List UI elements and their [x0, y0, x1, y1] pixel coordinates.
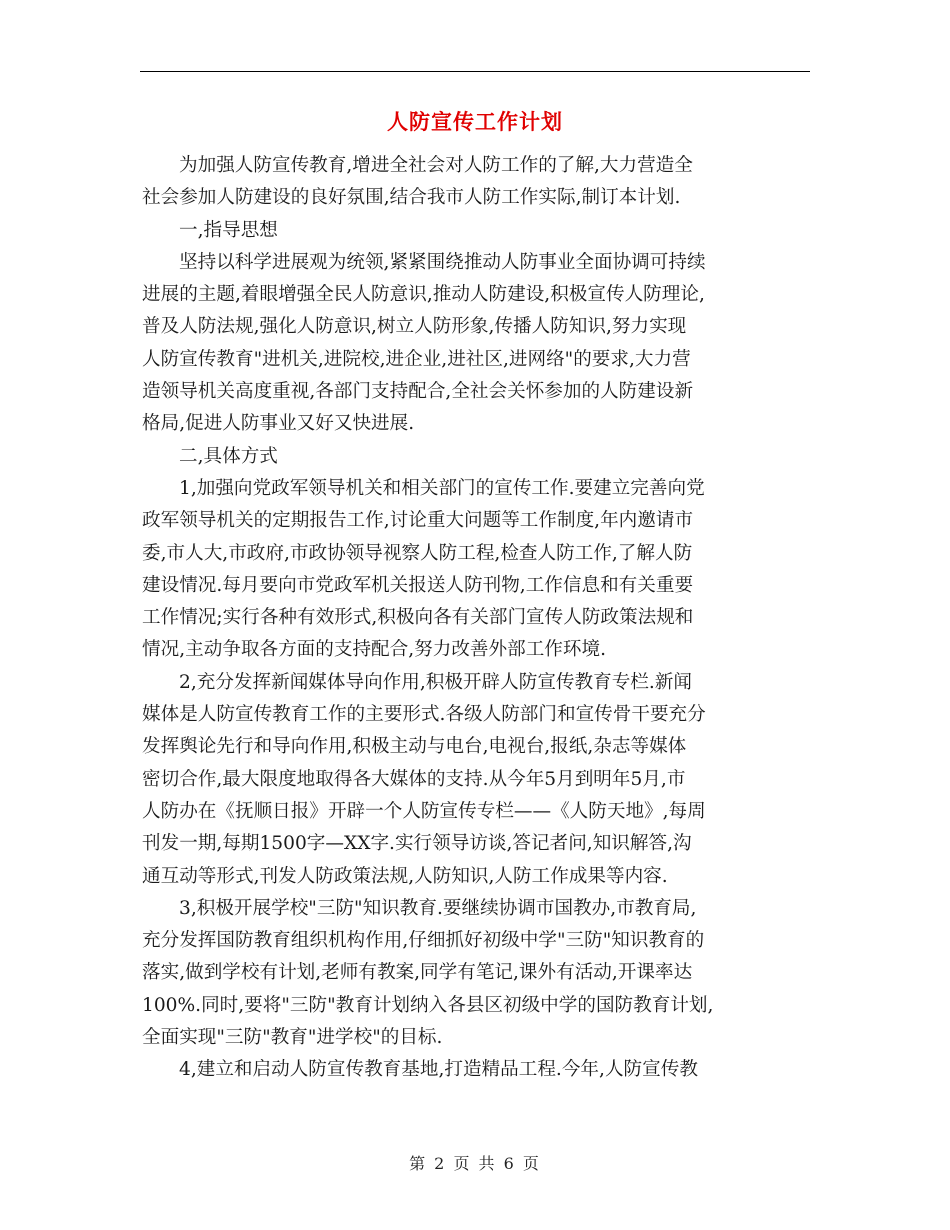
- paragraph-method-4: [142, 1054, 810, 1086]
- document-body: [142, 150, 810, 1087]
- text-line: 二,具体方式: [179, 445, 278, 467]
- text-line: 社会参加人防建设的良好氛围,结合我市人防工作实际,制订本计划.: [142, 187, 681, 209]
- header-rule: [140, 71, 810, 72]
- text-line: 坚持以科学进展观为统领,紧紧围绕推动人防事业全面协调可持续: [179, 251, 706, 273]
- paragraph-method-3: [142, 893, 810, 1054]
- text-line: 密切合作,最大限度地取得各大媒体的支持.从今年5月到明年5月,市: [142, 768, 686, 790]
- text-line: 情况,主动争取各方面的支持配合,努力改善外部工作环境.: [142, 639, 606, 661]
- text-line: 造领导机关高度重视,各部门支持配合,全社会关怀参加的人防建设新: [142, 381, 694, 403]
- text-line: 建设情况.每月要向市党政军机关报送人防刊物,工作信息和有关重要: [142, 574, 694, 596]
- text-line: 普及人防法规,强化人防意识,树立人防形象,传播人防知识,努力实现: [142, 316, 687, 338]
- text-line: 进展的主题,着眼增强全民人防意识,推动人防建设,积极宣传人防理论,: [142, 284, 705, 306]
- text-line: 4,建立和启动人防宣传教育基地,打造精品工程.今年,人防宣传教: [179, 1059, 698, 1081]
- section-heading-methods: [142, 441, 810, 473]
- text-line: 媒体是人防宣传教育工作的主要形式.各级人防部门和宣传骨干要充分: [142, 704, 706, 726]
- text-line: 全面实现"三防"教育"进学校"的目标.: [142, 1027, 443, 1049]
- paragraph-method-2: [142, 667, 810, 893]
- text-line: 1,加强向党政军领导机关和相关部门的宣传工作.要建立完善向党: [179, 477, 705, 499]
- text-line: 人防办在《抚顺日报》开辟一个人防宣传专栏——《人防天地》,每周: [142, 800, 706, 822]
- text-line: 为加强人防宣传教育,增进全社会对人防工作的了解,大力营造全: [179, 155, 693, 176]
- page-number: 第 2 页 共 6 页: [409, 1154, 541, 1173]
- text-line: 委,市人大,市政府,市政协领导视察人防工程,检查人防工作,了解人防: [142, 542, 693, 564]
- text-line: 刊发一期,每期1500字—XX字.实行领导访谈,答记者问,知识解答,沟: [142, 833, 692, 855]
- text-line: 落实,做到学校有计划,老师有教案,同学有笔记,课外有活动,开课率达: [142, 962, 693, 984]
- paragraph-intro: [142, 150, 810, 215]
- document-title: 人防宣传工作计划: [387, 109, 563, 134]
- text-line: 格局,促进人防事业又好又快进展.: [142, 413, 415, 435]
- paragraph-method-1: [142, 473, 810, 667]
- text-line: 一,指导思想: [179, 219, 278, 241]
- text-line: 通互动等形式,刊发人防政策法规,人防知识,人防工作成果等内容.: [142, 865, 668, 887]
- text-line: 工作情况;实行各种有效形式,积极向各有关部门宣传人防政策法规和: [142, 607, 694, 629]
- section-heading-guiding-ideology: [142, 215, 810, 247]
- paragraph-guiding-ideology: [142, 247, 810, 441]
- text-line: 人防宣传教育"进机关,进院校,进企业,进社区,进网络"的要求,大力营: [142, 348, 691, 370]
- text-line: 发挥舆论先行和导向作用,积极主动与电台,电视台,报纸,杂志等媒体: [142, 736, 687, 758]
- text-line: 政军领导机关的定期报告工作,讨论重大问题等工作制度,年内邀请市: [142, 510, 694, 532]
- text-line: 3,积极开展学校"三防"知识教育.要继续协调市国教办,市教育局,: [179, 897, 697, 919]
- text-line: 2,充分发挥新闻媒体导向作用,积极开辟人防宣传教育专栏.新闻: [179, 671, 692, 693]
- text-line: 充分发挥国防教育组织机构作用,仔细抓好初级中学"三防"知识教育的: [142, 930, 705, 952]
- text-line: 100%.同时,要将"三防"教育计划纳入各县区初级中学的国防教育计划,: [142, 994, 714, 1016]
